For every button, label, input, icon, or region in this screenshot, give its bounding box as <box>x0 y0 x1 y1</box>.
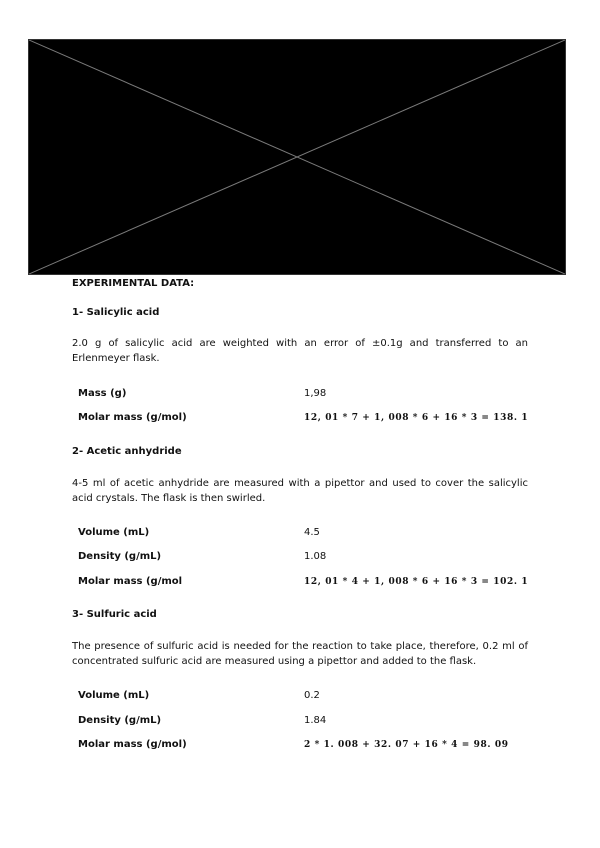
row-value-molar-mass-equation: 12, 01 * 7 + 1, 008 * 6 + 16 * 3 = 138. 1 <box>304 413 529 423</box>
row-label-molar-mass: Molar mass (g/mol) <box>78 412 187 423</box>
row-label-molar-mass: Molar mass (g/mol) <box>78 739 187 750</box>
row-value-mass: 1,98 <box>304 388 327 399</box>
row-label-density: Density (g/mL) <box>78 551 162 562</box>
section-description-salicylic-acid: 2.0 g of salicylic acid are weighted with an error of ±0.1g and transferred to an Erlenmeyer flask. <box>72 338 528 364</box>
row-value-volume: 4.5 <box>304 527 320 538</box>
row-label-density: Density (g/mL) <box>78 715 162 726</box>
row-label-molar-mass: Molar mass (g/mol <box>78 576 183 587</box>
section-title-sulfuric-acid: 3- Sulfuric acid <box>72 609 157 620</box>
section-description-acetic-anhydride: 4-5 ml of acetic anhydride are measured with a pipettor and used to cover the salicylic acid crystals. The flask is then swirled. <box>72 478 528 504</box>
section-title-salicylic-acid: 1- Salicylic acid <box>72 307 160 318</box>
page-heading: EXPERIMENTAL DATA: <box>72 278 195 289</box>
image-placeholder <box>28 39 566 275</box>
placeholder-cross-icon <box>29 40 565 274</box>
row-value-density: 1.08 <box>304 551 327 562</box>
row-value-density: 1.84 <box>304 715 327 726</box>
row-label-volume: Volume (mL) <box>78 527 150 538</box>
section-description-sulfuric-acid: The presence of sulfuric acid is needed for the reaction to take place, therefore, 0.2 ml of concentrated sulfuric acid are measured using a pipettor and added to the flask. <box>72 641 528 667</box>
row-label-volume: Volume (mL) <box>78 690 150 701</box>
row-value-volume: 0.2 <box>304 690 320 701</box>
row-label-mass: Mass (g) <box>78 388 127 399</box>
row-value-molar-mass-equation: 2 * 1. 008 + 32. 07 + 16 * 4 = 98. 09 <box>304 740 509 750</box>
section-title-acetic-anhydride: 2- Acetic anhydride <box>72 446 182 457</box>
row-value-molar-mass-equation: 12, 01 * 4 + 1, 008 * 6 + 16 * 3 = 102. 1 <box>304 577 529 587</box>
